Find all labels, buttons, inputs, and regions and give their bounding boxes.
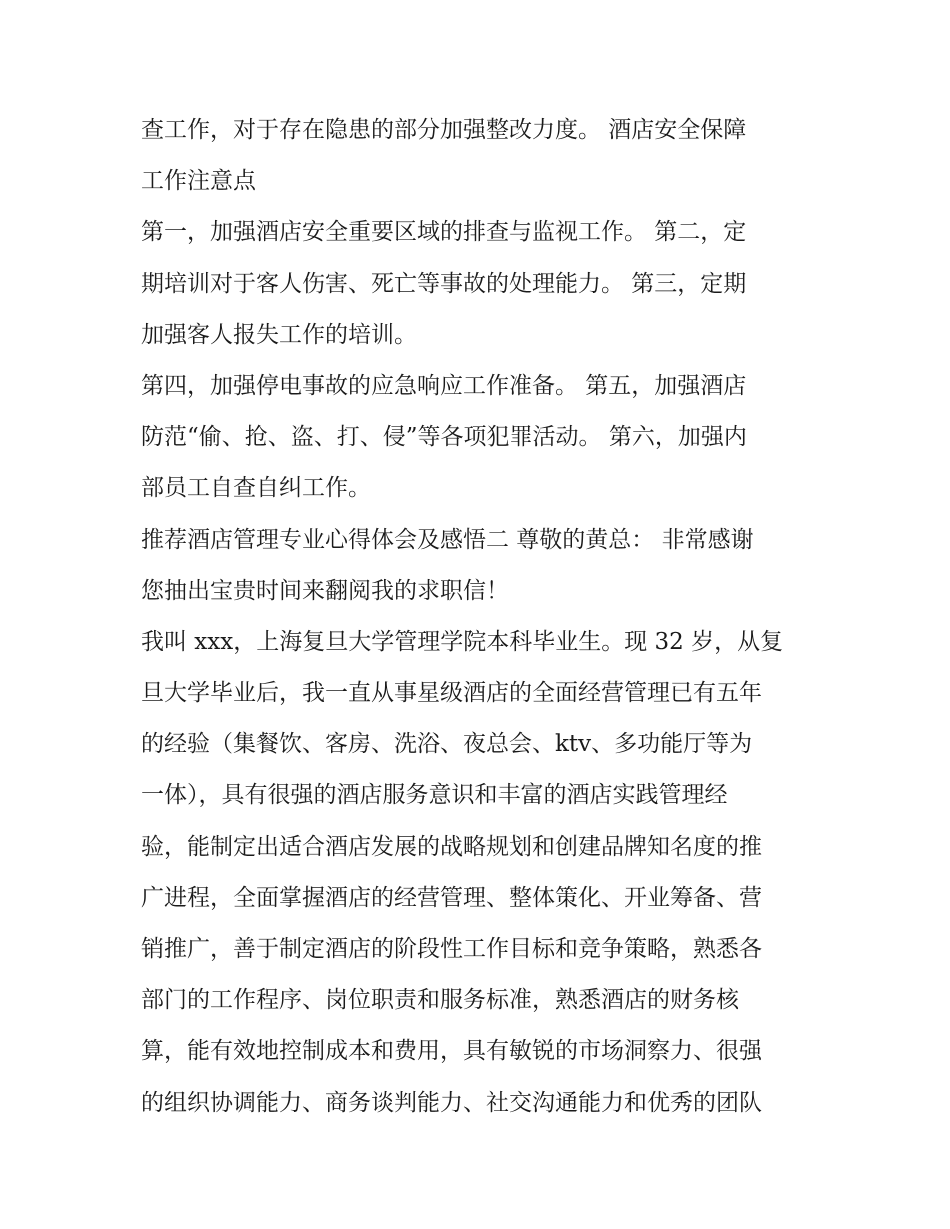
text-line: 我叫 xxx，上海复旦大学管理学院本科毕业生。现 32 岁，从复 xyxy=(141,628,784,655)
text-line: 部门的工作程序、岗位职责和服务标准，熟悉酒店的财务核 xyxy=(141,987,739,1014)
text-line: 加强客人报失工作的培训。 xyxy=(141,321,417,348)
text-line: 工作注意点 xyxy=(141,168,256,195)
text-line: 推荐酒店管理专业心得体会及感悟二 尊敬的黄总： 非常感谢 xyxy=(141,526,754,553)
text-line: 查工作，对于存在隐患的部分加强整改力度。 酒店安全保障 xyxy=(141,117,747,143)
text-line: 您抽出宝贵时间来翻阅我的求职信！ xyxy=(141,577,509,604)
text-line: 销推广，善于制定酒店的阶段性工作目标和竞争策略，熟悉各 xyxy=(141,936,762,962)
text-line: 的经验（集餐饮、客房、洗浴、夜总会、ktv、多功能厅等为 xyxy=(141,731,753,758)
text-line: 广进程，全面掌握酒店的经营管理、整体策化、开业筹备、营 xyxy=(141,884,762,911)
text-line: 防范“偷、抢、盗、打、侵”等各项犯罪活动。 第六，加强内 xyxy=(141,424,747,451)
text-line: 的组织协调能力、商务谈判能力、社交沟通能力和优秀的团队 xyxy=(141,1089,762,1116)
text-line: 一体），具有很强的酒店服务意识和丰富的酒店实践管理经 xyxy=(141,782,728,809)
document-body xyxy=(141,105,821,1129)
text-line: 第四，加强停电事故的应急响应工作准备。 第五，加强酒店 xyxy=(141,372,747,399)
text-line: 期培训对于客人伤害、死亡等事故的处理能力。 第三，定期 xyxy=(141,270,747,297)
text-line: 旦大学毕业后，我一直从事星级酒店的全面经营管理已有五年 xyxy=(141,680,762,707)
text-line: 部员工自查自纠工作。 xyxy=(141,475,371,502)
text-line: 验，能制定出适合酒店发展的战略规划和创建品牌知名度的推 xyxy=(141,833,762,860)
text-line: 第一，加强酒店安全重要区域的排查与监视工作。 第二，定 xyxy=(141,219,747,246)
text-line: 算，能有效地控制成本和费用，具有敏锐的市场洞察力、很强 xyxy=(141,1038,762,1065)
